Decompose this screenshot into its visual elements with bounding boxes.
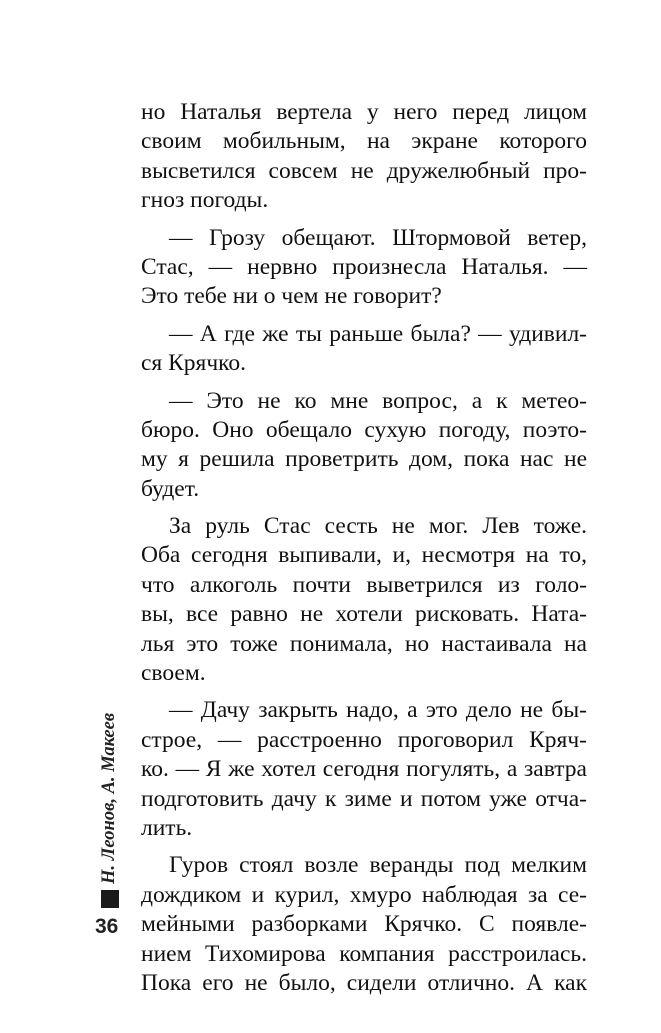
text-line: вы, все равно не хотели рисковать. Ната- [141,601,587,628]
text-line: — Грозу обещают. Штормовой ветер, [169,224,587,251]
text-line: ся Крячко. [141,350,247,377]
paragraph [141,696,587,843]
text-line: — А где же ты раньше была? — удивил- [169,320,587,347]
paragraph [141,851,587,998]
text-line: строе, — расстроенно проговорил Кряч- [141,726,587,753]
text-line: мейными разборками Крячко. С появле- [141,911,587,938]
text-line: подготовить дачу к зиме и потом уже отча- [141,785,587,812]
paragraph [141,320,587,379]
text-line: нием Тихомирова компания расстроилась. [141,940,587,967]
paragraph-gap [141,379,587,387]
text-line: му я решила проветрить дом, пока нас не [141,446,587,473]
running-header-authors: Н. Леонов, А. Макеев [99,712,119,884]
paragraph [141,387,587,505]
text-line: лить. [141,814,193,841]
text-line: Оба сегодня выпивали, и, несмотря на то, [141,542,587,569]
paragraph-gap [141,504,587,512]
text-line: — Это не ко мне вопрос, а к метео- [169,387,587,414]
paragraph-gap [141,843,587,851]
text-line: дождиком и курил, хмуро наблюдая за се- [141,881,587,908]
paragraph [141,512,587,688]
text-line: Стас, — нервно произнесла Наталья. — [141,253,587,280]
text-line: будет. [141,475,200,502]
text-line: За руль Стас сесть не мог. Лев тоже. [169,513,587,540]
text-line: бюро. Оно обещало сухую погоду, поэто- [141,416,587,443]
paragraph-gap [141,688,587,696]
text-line: но Наталья вертела у него перед лицом [141,99,587,125]
text-line: ко. — Я же хотел сегодня погулять, а завтра [141,756,587,783]
text-line: высветился совсем не дружелюбный про- [141,157,587,184]
text-line: Это тебе ни о чем не говорит? [141,283,442,310]
page-body-text [141,98,587,998]
text-line: Пока его не было, сидели отлично. А как [141,969,587,996]
text-line: Гуров стоял возле веранды под мелким [169,852,587,879]
text-line: лья это тоже понимала, но настаивала на [141,630,587,657]
text-line: что алкоголь почти выветрился из голо- [141,571,587,598]
header-square-marker [101,890,119,908]
page-number: 36 [95,915,119,938]
text-line: своем. [141,660,206,687]
text-line: своим мобильным, на экране которого [141,128,587,155]
paragraph-gap [141,216,587,224]
paragraph [141,98,587,216]
text-line: — Дачу закрыть надо, а это дело не бы- [169,697,587,724]
paragraph [141,224,587,312]
paragraph-gap [141,312,587,320]
text-line: гноз погоды. [141,187,269,214]
